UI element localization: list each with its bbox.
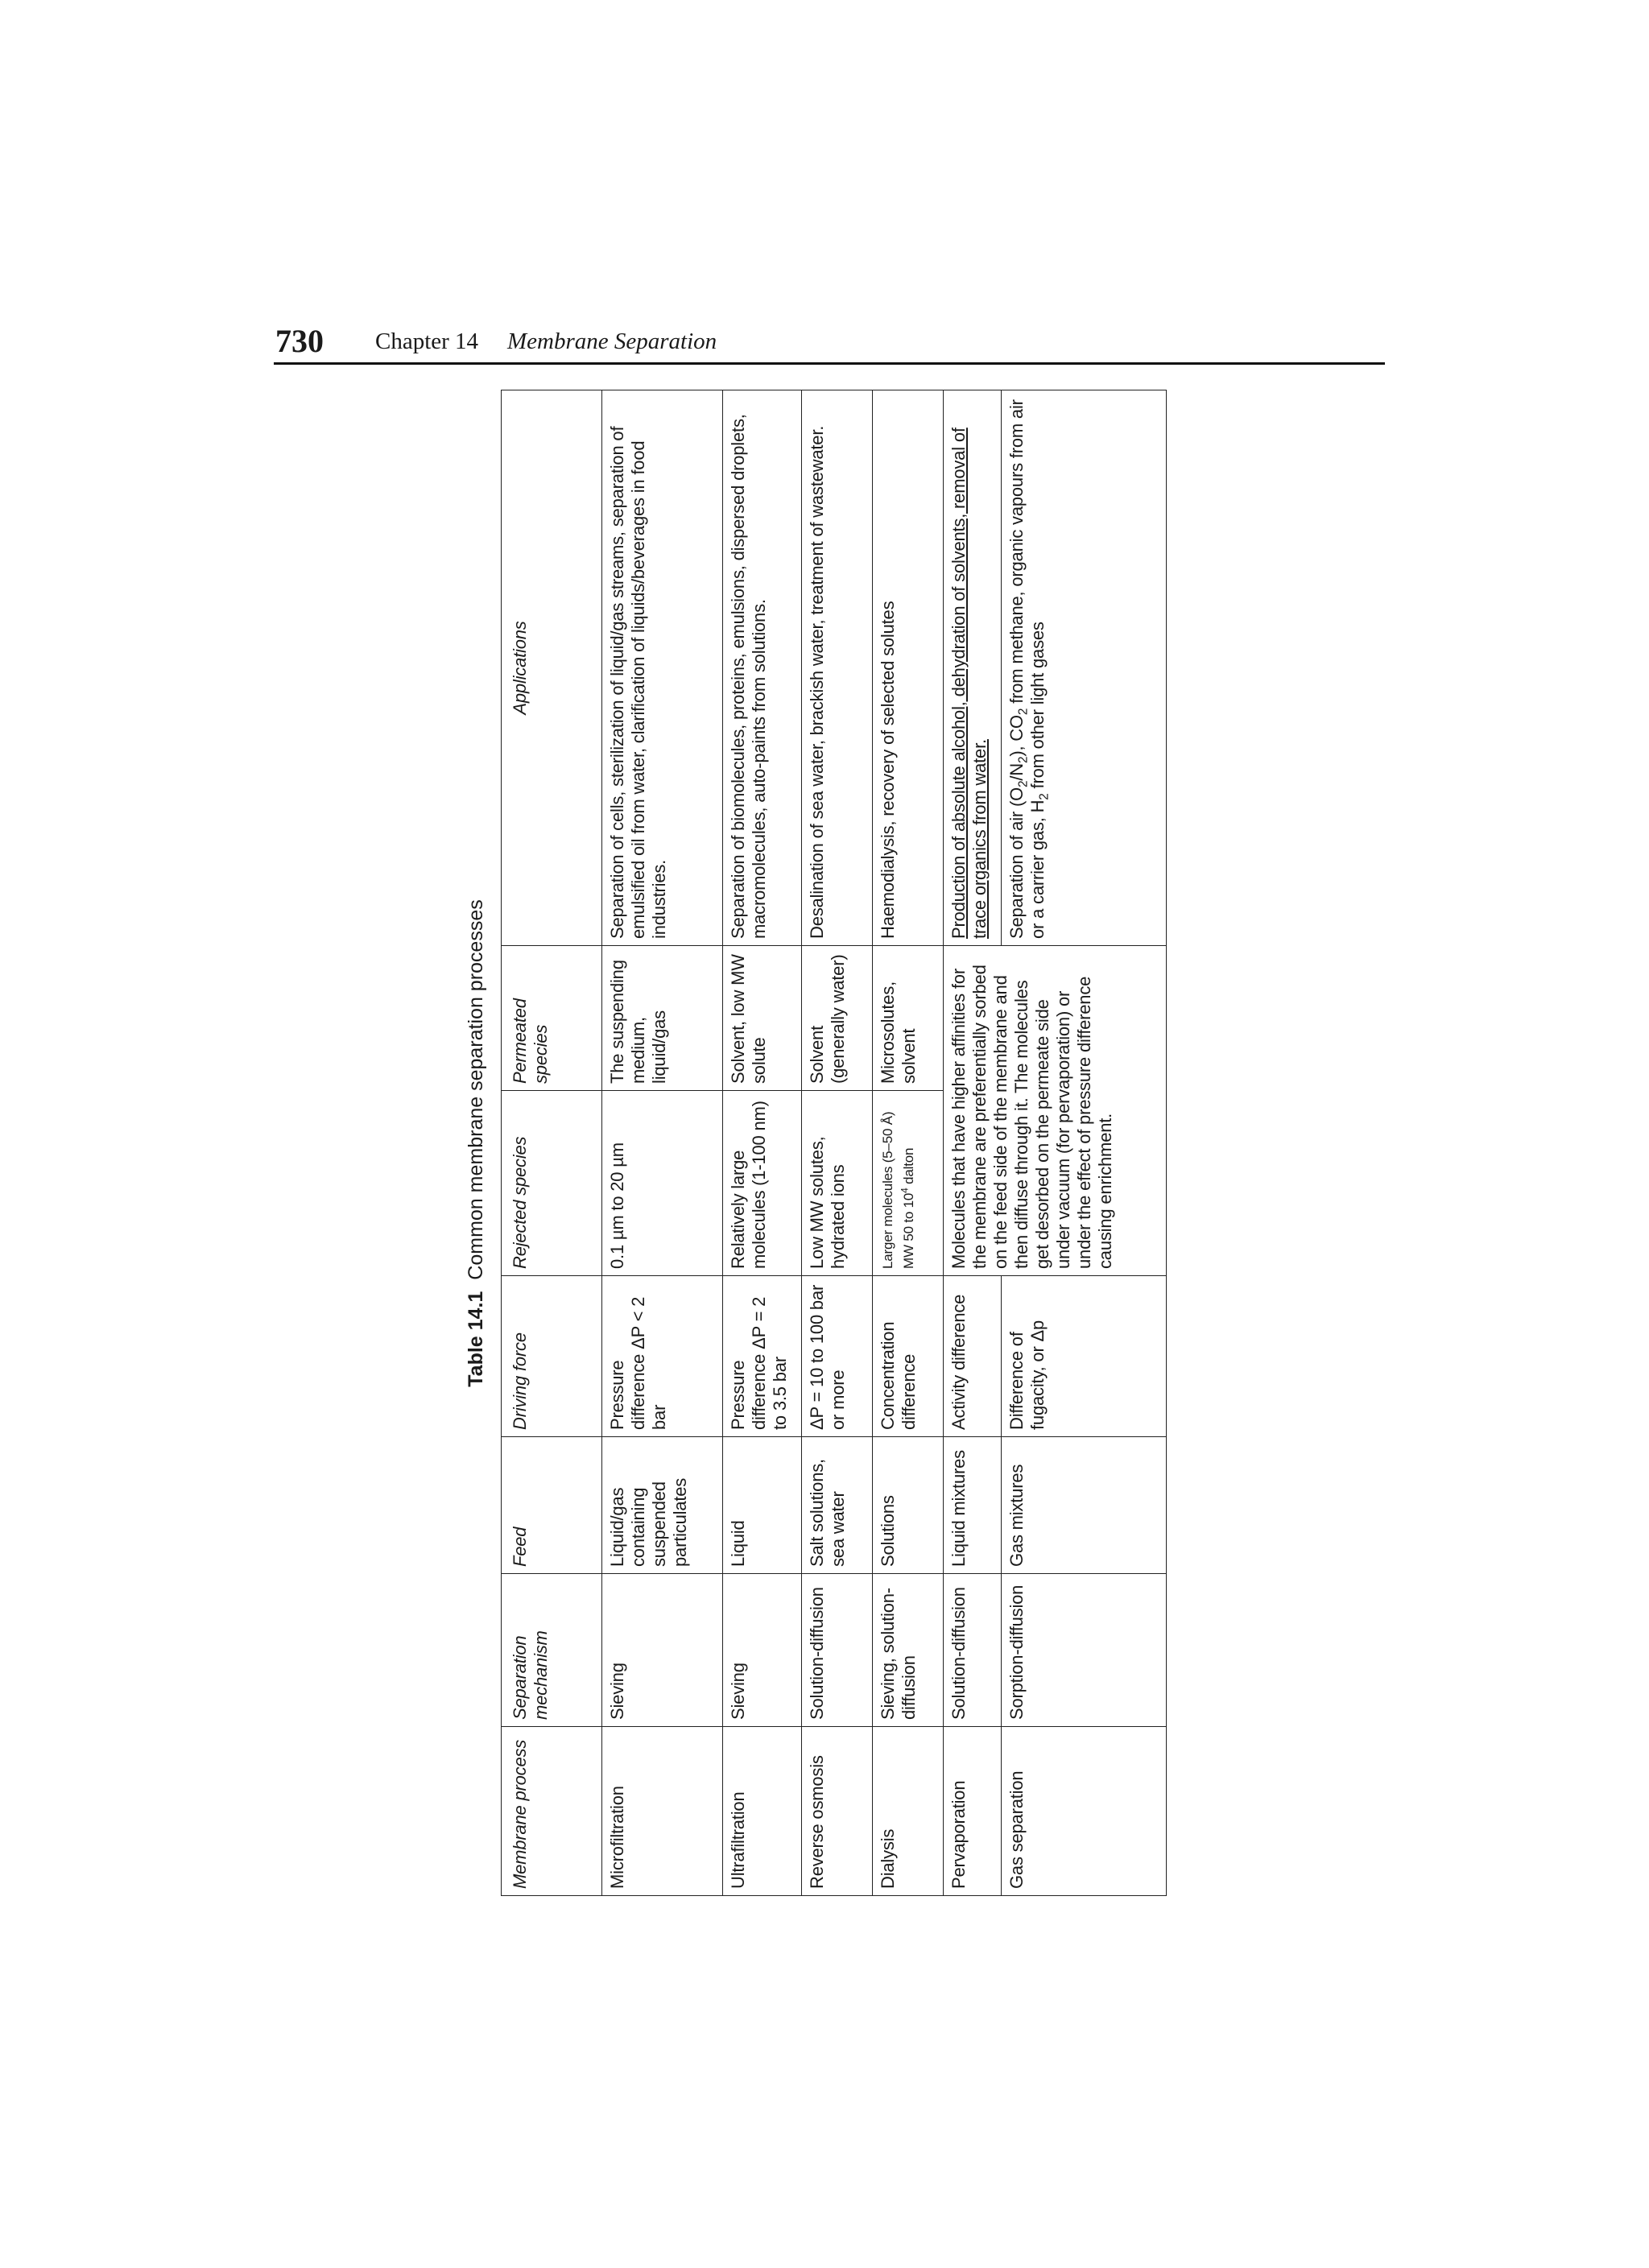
app-text: ), CO: [1006, 715, 1027, 757]
cell-feed: Liquid/gas containing suspended particulates: [602, 1437, 723, 1574]
header-separation-mechanism: Separation mechanism: [502, 1574, 602, 1727]
cell-process: Dialysis: [873, 1727, 944, 1896]
header-feed: Feed: [502, 1437, 602, 1574]
rejected-mw: MW 50 to 10: [901, 1192, 916, 1269]
cell-driving-force: Pressure difference ΔP = 2 to 3.5 bar: [723, 1276, 802, 1437]
cell-mechanism: Sieving, solution-diffusion: [873, 1574, 944, 1727]
app-subscript: 2: [1016, 780, 1031, 787]
cell-feed: Liquid: [723, 1437, 802, 1574]
rejected-exponent: 4: [899, 1188, 911, 1193]
cell-applications: [1002, 390, 1167, 946]
header-membrane-process: Membrane process: [502, 1727, 602, 1896]
cell-feed: Liquid mixtures: [944, 1437, 1002, 1574]
app-text: Separation of air (O: [1006, 787, 1027, 939]
rejected-unit: dalton: [901, 1147, 916, 1188]
table-row: [802, 390, 873, 1896]
table-caption-number: Table 14.1: [465, 1291, 487, 1387]
cell-permeated: The suspending medium, liquid/gas: [602, 946, 723, 1091]
chapter-label: Chapter 14: [375, 328, 479, 354]
rotated-table-block: [451, 390, 1159, 1896]
table-header-row: [502, 390, 602, 1896]
page-number: 730: [275, 323, 324, 359]
chapter-title: Membrane Separation: [507, 328, 717, 354]
app-text: /N: [1006, 763, 1027, 781]
app-subscript: 2: [1016, 756, 1031, 764]
table-caption: [451, 390, 501, 1896]
cell-process: Microfiltration: [602, 1727, 723, 1896]
cell-permeated: Solvent (generally water): [802, 946, 873, 1091]
cell-mechanism: Sieving: [602, 1574, 723, 1727]
table-row: [723, 390, 802, 1896]
cell-rejected: 0.1 µm to 20 µm: [602, 1091, 723, 1276]
cell-driving-force: ΔP = 10 to 100 bar or more: [802, 1276, 873, 1437]
cell-process: Pervaporation: [944, 1727, 1002, 1896]
table-row: [602, 390, 723, 1896]
app-subscript: 2: [1016, 708, 1031, 716]
cell-rejected: [873, 1091, 944, 1276]
app-subscript: 2: [1037, 793, 1052, 800]
cell-permeated: Microsolutes, solvent: [873, 946, 944, 1091]
cell-mechanism: Solution-diffusion: [944, 1574, 1002, 1727]
cell-process: Gas separation: [1002, 1727, 1167, 1896]
table-row: [873, 390, 944, 1896]
cell-applications: Haemodialysis, recovery of selected solutes: [873, 390, 944, 946]
cell-applications: Separation of biomolecules, proteins, emulsions, dispersed droplets, macromolecules, auto-paints from solutions.: [723, 390, 802, 946]
header-driving-force: Driving force: [502, 1276, 602, 1437]
cell-applications: Production of absolute alcohol, dehydration of solvents, removal of trace organics from water.: [944, 390, 1002, 946]
cell-applications: Separation of cells, sterilization of liquid/gas streams, separation of emulsified oil from water, clarification of liquids/beverages in food industries.: [602, 390, 723, 946]
cell-permeated: Solvent, low MW solute: [723, 946, 802, 1091]
cell-driving-force: Difference of fugacity, or Δp: [1002, 1276, 1167, 1437]
cell-applications: Desalination of sea water, brackish water, treatment of wastewater.: [802, 390, 873, 946]
cell-mechanism: Sorption-diffusion: [1002, 1574, 1167, 1727]
cell-rejected: Relatively large molecules (1-100 nm): [723, 1091, 802, 1276]
cell-process: Reverse osmosis: [802, 1727, 873, 1896]
cell-driving-force: Pressure difference ΔP < 2 bar: [602, 1276, 723, 1437]
app-text: from methane, organic vapours from air or a carrier gas, H: [1006, 399, 1048, 939]
header-applications: Applications: [502, 390, 602, 946]
cell-process: Ultrafiltration: [723, 1727, 802, 1896]
cell-mechanism: Sieving: [723, 1574, 802, 1727]
cell-mechanism: Solution-diffusion: [802, 1574, 873, 1727]
cell-feed: Solutions: [873, 1437, 944, 1574]
rejected-line-1: Larger molecules (5–50 Å): [880, 1111, 895, 1269]
cell-feed: Gas mixtures: [1002, 1437, 1167, 1574]
header-permeated-species: Permeated species: [502, 946, 602, 1091]
cell-driving-force: Concentration difference: [873, 1276, 944, 1437]
page-header: [274, 322, 1385, 365]
table-row: [944, 390, 1002, 1896]
cell-shared-rejected-permeated: Molecules that have higher affinities for the membrane are preferentially sorbed on the feed side of the membrane and then diffuse through it. The molecules get desorbed on the permeate side under vacuum (for pervaporation) or under the effect of pressure difference causing enrichment.: [944, 946, 1167, 1276]
cell-driving-force: Activity difference: [944, 1276, 1002, 1437]
app-text: from other light gases: [1027, 622, 1048, 794]
header-rejected-species: Rejected species: [502, 1091, 602, 1276]
table-caption-text: Common membrane separation processes: [465, 899, 487, 1280]
membrane-process-table: [501, 390, 1167, 1896]
cell-rejected: Low MW solutes, hydrated ions: [802, 1091, 873, 1276]
cell-feed: Salt solutions, sea water: [802, 1437, 873, 1574]
